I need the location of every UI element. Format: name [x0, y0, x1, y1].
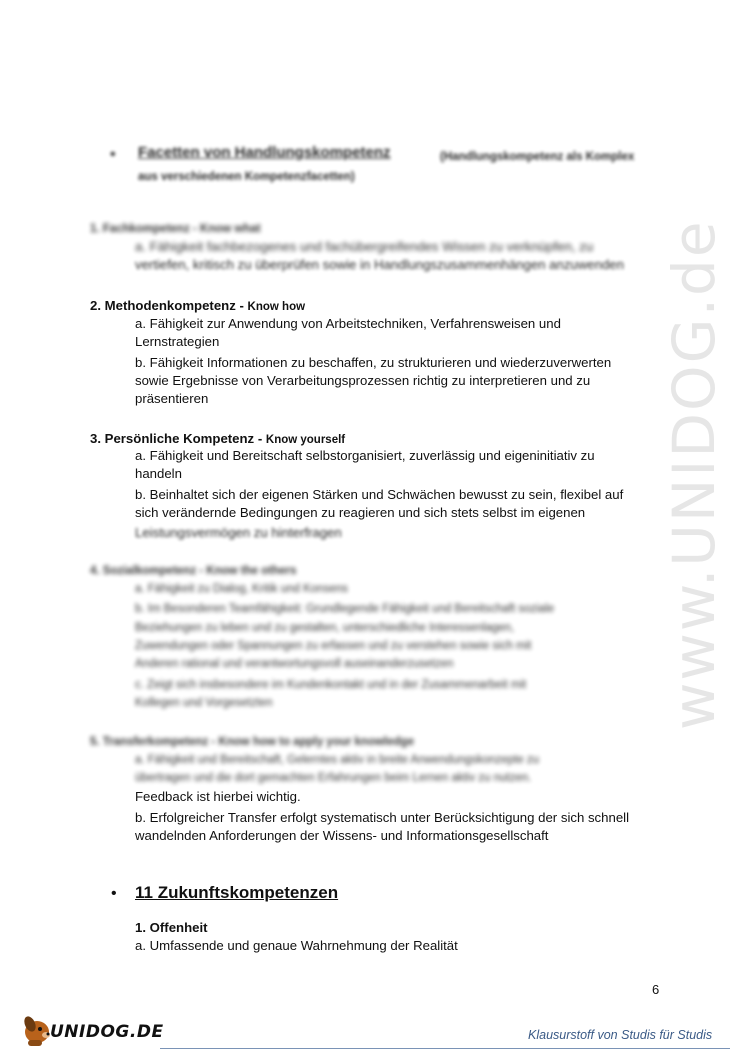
methodenkompetenz-heading [90, 297, 305, 316]
offenheit-heading: 1. Offenheit [135, 920, 208, 935]
transferkompetenz-b-1: b. Erfolgreicher Transfer erfolgt systematisch unter Berücksichtigung der sich schnell [135, 810, 630, 825]
sozialkompetenz-b-2: Beziehungen zu leben und zu gestalten, unterschiedliche Interessenlagen, [135, 622, 515, 634]
methodenkompetenz-b-2: sowie Ergebnisse von Verarbeitungsprozessen richtig zu interpretieren und zu [135, 373, 591, 388]
persoenliche-kompetenz-b-1: b. Beinhaltet sich der eigenen Stärken und Schwächen bewusst zu sein, flexibel auf [135, 487, 624, 502]
methodenkompetenz-number: 2. Methodenkompetenz - [90, 298, 244, 313]
offenheit-a: a. Umfassende und genaue Wahrnehmung der Realität [135, 938, 458, 953]
facetten-title: Facetten von Handlungskompetenz [138, 144, 391, 161]
methodenkompetenz-a-1: a. Fähigkeit zur Anwendung von Arbeitstechniken, Verfahrensweisen und [135, 316, 561, 331]
persoenliche-kompetenz-a-2: handeln [135, 466, 182, 481]
sozialkompetenz-b-1: b. Im Besonderen Teamfähigkeit: Grundlegende Fähigkeit und Bereitschaft soziale [135, 603, 555, 615]
methodenkompetenz-tag: Know how [247, 301, 306, 313]
bullet-icon: • [110, 146, 116, 163]
methodenkompetenz-b-1: b. Fähigkeit Informationen zu beschaffen, zu strukturieren und wiederzuverwerten [135, 355, 612, 370]
fachkompetenz-a-2: vertiefen, kritisch zu überprüfen sowie in Handlungszusammenhängen anzuwenden [135, 257, 624, 272]
watermark: www.UNIDOG.de [660, 219, 728, 730]
bullet-icon: • [111, 885, 117, 902]
persoenliche-kompetenz-number: 3. Persönliche Kompetenz - [90, 431, 263, 446]
page-number: 6 [652, 982, 660, 997]
sozialkompetenz-heading: 4. Sozialkompetenz - Know the others [90, 565, 297, 577]
transferkompetenz-heading: 5. Transferkompetenz - Know how to apply your knowledge [90, 736, 414, 748]
persoenliche-kompetenz-a-1: a. Fähigkeit und Bereitschaft selbstorganisiert, zuverlässig und eigeninitiativ zu [135, 448, 595, 463]
logo-text: UNIDOG.DE [50, 1022, 164, 1042]
zukunftskompetenzen-title: 11 Zukunftskompetenzen [135, 883, 339, 902]
facetten-subtitle-2: aus verschiedenen Kompetenzfacetten) [138, 171, 355, 183]
sozialkompetenz-b-4: Anderen rational und verantwortungsvoll auseinanderzusetzen [135, 658, 454, 670]
transferkompetenz-a-1: a. Fähigkeit und Bereitschaft, Gelerntes aktiv in breite Anwendungskonzepte zu [135, 754, 540, 766]
sozialkompetenz-c-2: Kollegen und Vorgesetzten [135, 697, 273, 709]
sozialkompetenz-a-1: a. Fähigkeit zu Dialog, Kritik und Konsens [135, 583, 348, 595]
facetten-subtitle-1: (Handlungskompetenz als Komplex [440, 151, 635, 163]
transferkompetenz-b-2: wandelnden Anforderungen der Wissens- und Informationsgesellschaft [135, 828, 549, 843]
sozialkompetenz-c-1: c. Zeigt sich insbesondere im Kundenkontakt und in der Zusammenarbeit mit [135, 679, 527, 691]
persoenliche-kompetenz-b-3: Leistungsvermögen zu hinterfragen [135, 525, 342, 540]
sozialkompetenz-b-3: Zuwendungen oder Spannungen zu erfassen und zu verstehen sowie sich mit [135, 640, 532, 652]
transferkompetenz-a-2: übertragen und die dort gemachten Erfahrungen beim Lernen aktiv zu nutzen. [135, 772, 532, 784]
fachkompetenz-a-1: a. Fähigkeit fachbezogenes und fachübergreifendes Wissen zu verknüpfen, zu [135, 239, 594, 254]
fachkompetenz-heading: 1. Fachkompetenz - Know what [90, 223, 261, 235]
methodenkompetenz-b-3: präsentieren [135, 391, 209, 406]
transferkompetenz-a-3: Feedback ist hierbei wichtig. [135, 789, 301, 804]
footer-divider [160, 1048, 730, 1049]
persoenliche-kompetenz-b-2: sich verändernde Bedingungen zu reagieren und sich stets selbst im eigenen [135, 505, 586, 520]
footer-tagline: Klausurstoff von Studis für Studis [528, 1028, 713, 1042]
persoenliche-kompetenz-tag: Know yourself [265, 434, 346, 446]
methodenkompetenz-a-2: Lernstrategien [135, 334, 220, 349]
